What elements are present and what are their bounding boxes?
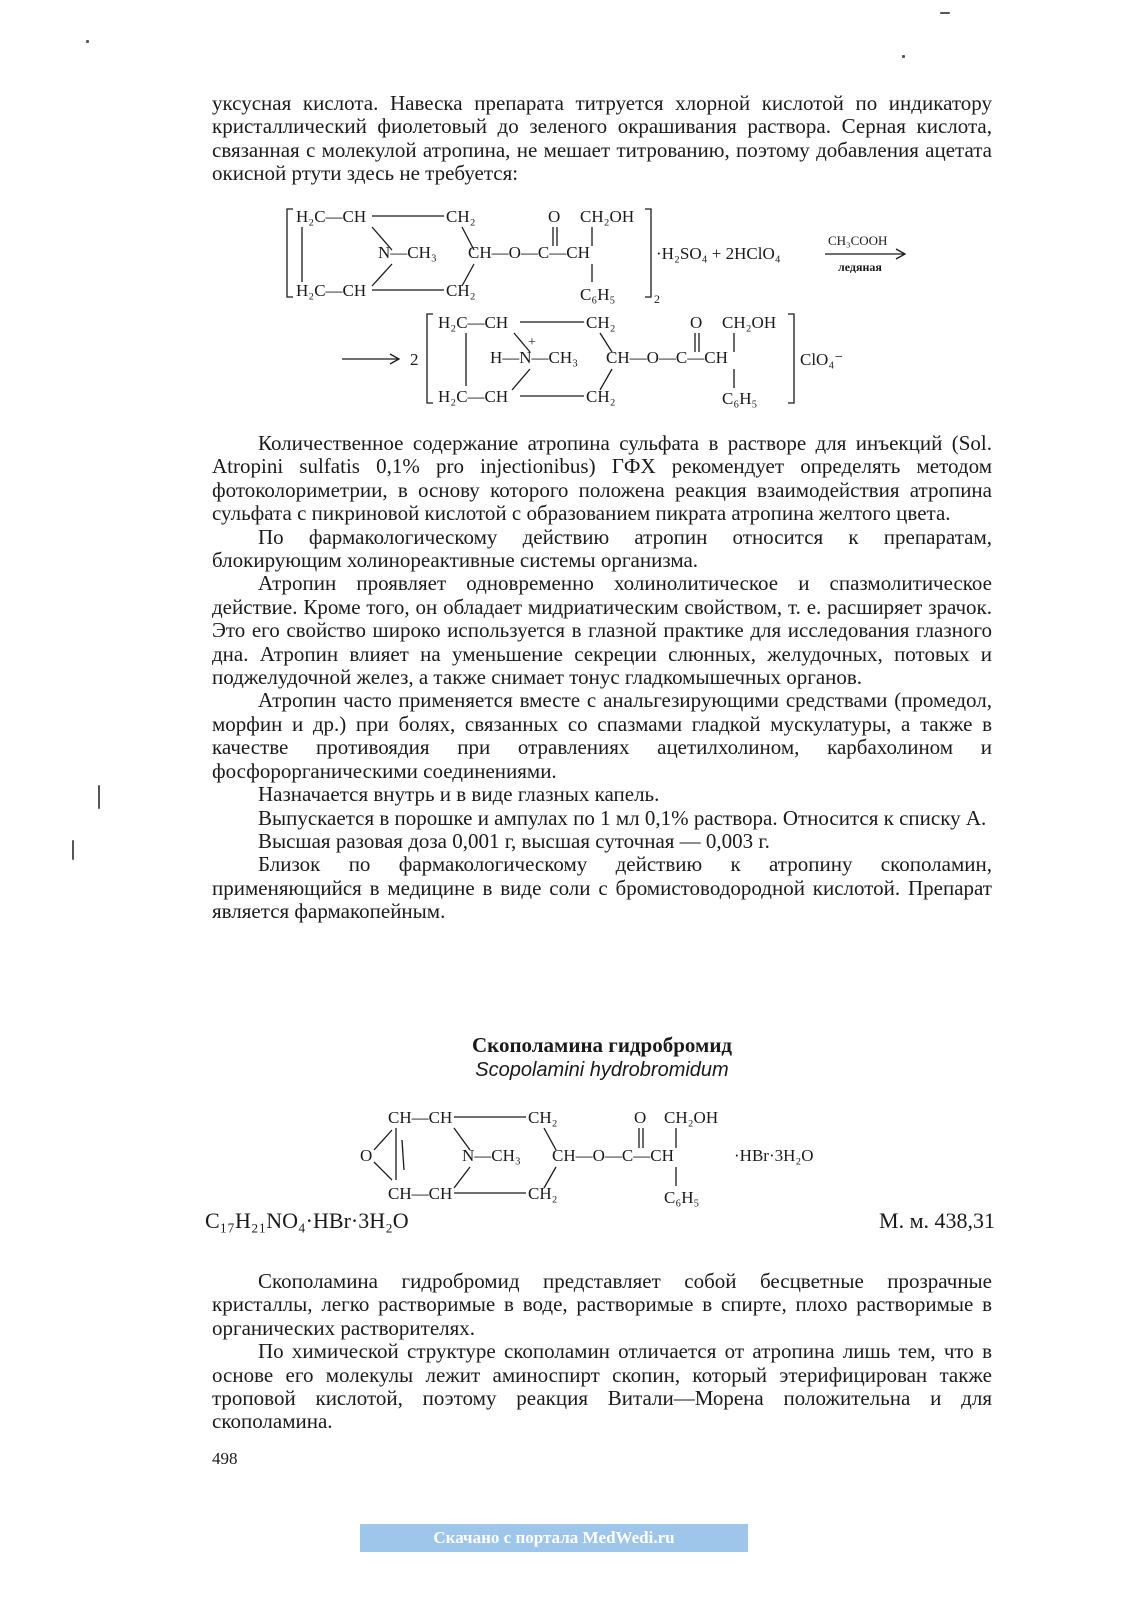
- bond: [454, 1167, 470, 1188]
- atom-text: CH₂OH: [664, 1108, 719, 1127]
- paragraph: По химической структуре скополамин отличается от атропина лишь тем, что в основе его молекулы лежит аминоспирт скопин, который этерифицирован также троповой кислотой, поэтому реакция Витали—Морена положительна и для скополамина.: [212, 1339, 992, 1434]
- atom-text: O: [548, 207, 561, 226]
- paragraph: Атропин проявляет одновременно холинолитическое и спазмолитическое действие. Кроме того, он обладает мидриатическим свойством, т. е. расширяет зрачок. Это его свойство широко используется в глазной практике для исследования глазного дна. Атропин влияет на уменьшение секреции слюнных, желудочных, потовых и поджелудочной желез, а также снимает тонус гладкомышечных органов.: [212, 571, 992, 690]
- atom-text: CH₂: [446, 207, 476, 226]
- scopolamine-text: [212, 1270, 992, 1434]
- scan-speck: [86, 40, 89, 43]
- atom-text: CH₂: [528, 1184, 558, 1203]
- download-banner[interactable]: Скачано с портала MedWedi.ru: [360, 1524, 748, 1552]
- scan-speck: [98, 785, 100, 809]
- plus-charge: +: [528, 335, 536, 350]
- atom-text: H₂C—CH: [438, 313, 509, 332]
- atom-text: O: [690, 313, 703, 332]
- coefficient-text: 2: [410, 350, 419, 369]
- atom-text: CH—O—C—CH: [468, 243, 590, 262]
- atom-text: O: [634, 1108, 647, 1127]
- paragraph: Назначается внутрь и в виде глазных капель.: [258, 782, 660, 807]
- bond: [374, 1162, 392, 1180]
- atom-text: C₆H₅: [722, 389, 758, 408]
- atom-text: N—CH₃: [378, 243, 437, 262]
- formula-line: [205, 1208, 995, 1234]
- molar-mass: М. м. 438,31: [879, 1208, 995, 1233]
- reagents-text: ·H₂SO₄ + 2HClO₄: [656, 244, 781, 263]
- paragraph: Атропин часто применяется вместе с анальгезирующими средствами (промедол, морфин и др.) при болях, связанных со спазмами гладкой мускулатуры, а также в качестве противоядия при отравлениях ацетилхолином, карбахолином и фосфорорганическими соединениями.: [212, 688, 992, 783]
- atom-text: CH₂: [586, 313, 616, 332]
- anion-text: ClO₄⁻: [800, 350, 844, 369]
- atom-text: CH₂OH: [580, 207, 635, 226]
- paragraph: Высшая разовая доза 0,001 г, высшая суточная — 0,003 г.: [258, 828, 770, 853]
- atom-text: CH₂: [586, 387, 616, 406]
- bond: [402, 1140, 404, 1170]
- atom-text: CH—O—C—CH: [552, 1146, 674, 1165]
- section-latin-title: Scopolamini hydrobromidum: [475, 1059, 729, 1081]
- salt-text: ·HBr·3H₂O: [734, 1146, 814, 1165]
- paragraph: По фармакологическому действию атропин относится к препаратам, блокирующим холинореактивные системы организма.: [212, 524, 992, 573]
- bond: [374, 1130, 392, 1150]
- atom-text: C₆H₅: [580, 285, 616, 304]
- atom-text: CH—O—C—CH: [606, 348, 728, 367]
- paragraph: Скополамина гидробромид представляет собой бесцветные прозрачные кристаллы, легко растворимые в воде, растворимые в спирте, плохо растворимые в органических растворителях.: [212, 1269, 992, 1340]
- atom-text: C₆H₅: [664, 1188, 700, 1207]
- atom-text: H₂C—CH: [296, 207, 367, 226]
- scan-speck: [72, 840, 74, 860]
- bracket-subscript: 2: [654, 292, 660, 306]
- page-number: 498: [212, 1449, 238, 1468]
- atom-text: O: [360, 1146, 373, 1165]
- nh-text: H—N—CH₃: [490, 348, 579, 367]
- atom-text: CH—CH: [388, 1108, 453, 1127]
- atom-text: CH₂: [528, 1108, 558, 1127]
- paragraph: Выпускается в порошке и ампулах по 1 мл 0,1% раствора. Относится к списку А.: [258, 805, 987, 830]
- molecular-formula: C₁₇H₂₁NO₄·HBr·3H₂O: [205, 1208, 409, 1233]
- arrow-above-text: CH₃COOH: [828, 233, 888, 248]
- atom-text: H₂C—CH: [296, 281, 367, 300]
- atom-text: N—CH₃: [462, 1146, 521, 1165]
- section-title: Скополамина гидробромид: [471, 1033, 733, 1057]
- atom-text: H₂C—CH: [438, 387, 509, 406]
- scan-speck: [902, 55, 905, 58]
- paragraph-intro: уксусная кислота. Навеска препарата титруется хлорной кислотой по индикатору кристаллический фиолетовый до зеленого окрашивания раствора. Серная кислота, связанная с молекулой атропина, не мешает титрованию, поэтому добавления ацетата окисной ртути здесь не требуется:: [212, 91, 992, 186]
- atom-text: CH₂OH: [722, 313, 777, 332]
- atom-text: CH—CH: [388, 1184, 453, 1203]
- paragraph: Близок по фармакологическому действию к атропину скополамин, применяющийся в медицине в виде соли с бромистоводородной кислотой. Препарат является фармакопейным.: [212, 852, 992, 924]
- arrow-below-text: ледяная: [838, 260, 882, 274]
- paragraph: Количественное содержание атропина сульфата в растворе для инъекций (Sol. Atropini sulfatis 0,1% pro injectionibus) ГФХ рекомендует определять методом фотоколориметрии, в основу которого положена реакция взаимодействия атропина сульфата с пикриновой кислотой с образованием пикрата атропина желтого цвета.: [212, 431, 992, 526]
- scan-speck: [940, 12, 950, 14]
- atom-text: CH₂: [446, 281, 476, 300]
